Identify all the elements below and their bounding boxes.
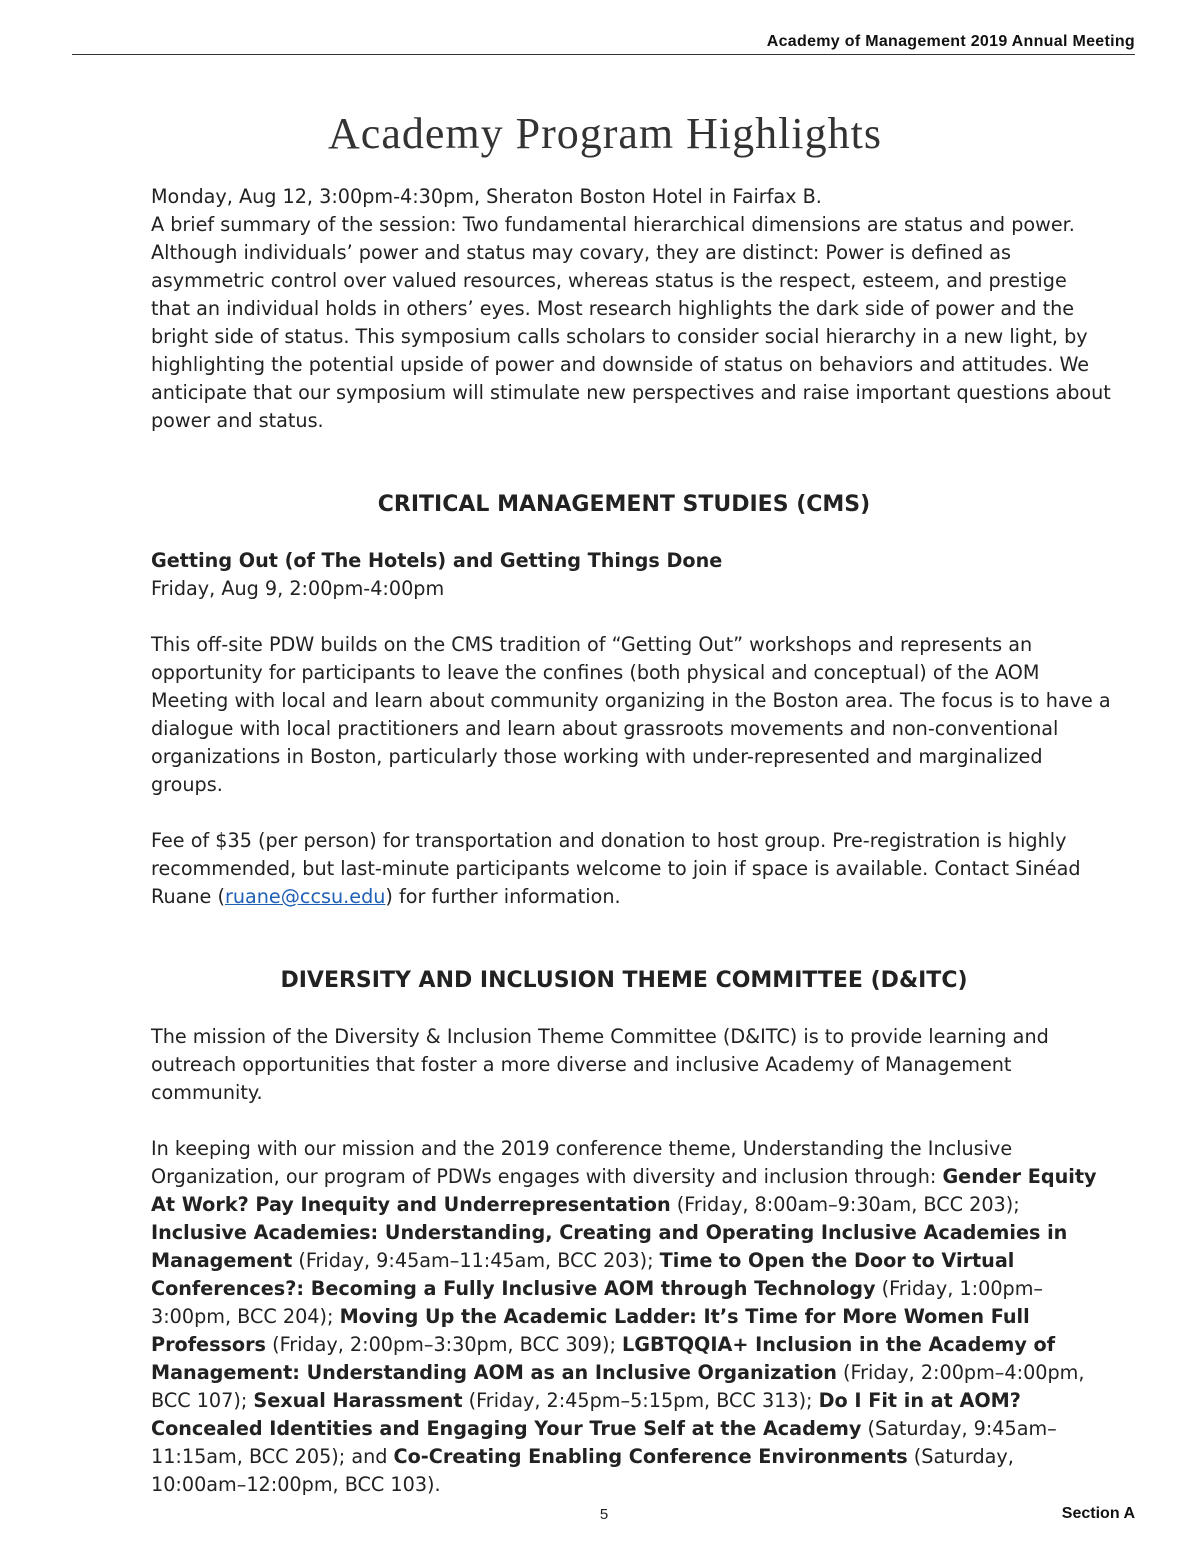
ditc-program-paragraph (151, 1135, 1111, 1499)
intro-when-where: Monday, Aug 12, 3:00pm-4:30pm, Sheraton Boston Hotel in Fairfax B. (151, 185, 822, 208)
pdw-title: Co-Creating Enabling Conference Environments (393, 1445, 908, 1468)
page-title: Academy Program Highlights (328, 109, 882, 158)
pdw-details: (Friday, 2:00pm–3:30pm, BCC 309); (265, 1333, 623, 1356)
intro-summary: A brief summary of the session: Two fundamental hierarchical dimensions are status and power. Although individuals’ power and status may covary, they are distinct: Power is defined as asymmetric control over valued resources, whereas status is the respect, esteem, and prestige that an individual holds in others’ eyes. Most research highlights the dark side of power and the bright side of status. This symposium calls scholars to consider social hierarchy in a new light, by highlighting the potential upside of power and downside of status on behaviors and attitudes. We anticipate that our symposium will stimulate new perspectives and raise important questions about power and status. (151, 213, 1111, 432)
pdw-details: (Friday, 1:00pm–3:00pm, BCC 204); (151, 1277, 1044, 1328)
cms-fee-paragraph (151, 827, 1111, 911)
running-header-title: Academy of Management 2019 Annual Meeting (766, 33, 1135, 50)
cms-heading: CRITICAL MANAGEMENT STUDIES (CMS) (377, 492, 871, 517)
pdw-title: LGBTQQIA+ Inclusion in the Academy of Management: Understanding AOM as an Inclusive Organization (151, 1333, 1056, 1384)
pdw-details: (Saturday, 9:45am–11:15am, BCC 205); and (151, 1417, 1057, 1468)
pdw-title: Moving Up the Academic Ladder: It’s Time for More Women Full Professors (151, 1305, 1030, 1356)
pdw-title: Do I Fit in at AOM? Concealed Identities and Engaging Your True Self at the Academy (151, 1389, 1021, 1440)
ditc-program-intro: In keeping with our mission and the 2019 conference theme, Understanding the Inclusive Organization, our program of PDWs engages with diversity and inclusion through: (151, 1137, 1013, 1188)
cms-fee-text: Fee of $35 (per person) for transportation and donation to host group. Pre-registration is highly recommended, but last-minute participants welcome to join if space is available. Contact Sinéad Ruane ( (151, 829, 1081, 908)
running-header (72, 30, 1135, 55)
pdw-details: (Friday, 2:00pm–4:00pm, BCC 107); (151, 1361, 1085, 1412)
pdw-details: (Friday, 2:45pm–5:15pm, BCC 313); (462, 1389, 819, 1412)
ditc-mission: The mission of the Diversity & Inclusion Theme Committee (D&ITC) is to provide learning and outreach opportunities that foster a more diverse and inclusive Academy of Management community. (151, 1025, 1049, 1104)
cms-fee-text-end: ) for further information. (385, 885, 621, 908)
pdw-details: (Saturday, 10:00am–12:00pm, BCC 103). (151, 1445, 1014, 1496)
cms-event-title: Getting Out (of The Hotels) and Getting Things Done (151, 549, 723, 572)
pdw-details: (Friday, 9:45am–11:45am, BCC 203); (292, 1249, 660, 1272)
ditc-heading: DIVERSITY AND INCLUSION THEME COMMITTEE (D&ITC) (280, 968, 968, 993)
pdw-title: Sexual Harassment (253, 1389, 463, 1412)
pdw-details: (Friday, 8:00am–9:30am, BCC 203); (670, 1193, 1020, 1216)
pdw-title: Inclusive Academies: Understanding, Creating and Operating Inclusive Academies in Management (151, 1221, 1068, 1272)
pdw-title: Gender Equity At Work? Pay Inequity and Underrepresentation (151, 1165, 1097, 1216)
cms-description: This off-site PDW builds on the CMS tradition of “Getting Out” workshops and represents an opportunity for participants to leave the confines (both physical and conceptual) of the AOM Meeting with local and learn about community organizing in the Boston area. The focus is to have a dialogue with local practitioners and learn about grassroots movements and non-conventional organizations in Boston, particularly those working with under-represented and marginalized groups. (151, 633, 1111, 796)
page-number: 5 (599, 1506, 609, 1523)
cms-event-time: Friday, Aug 9, 2:00pm-4:00pm (151, 577, 445, 600)
pdw-title: Time to Open the Door to Virtual Conferences?: Becoming a Fully Inclusive AOM through Technology (151, 1249, 1015, 1300)
section-label: Section A (1061, 1505, 1135, 1522)
main-content (151, 183, 1111, 1499)
contact-email-link[interactable]: ruane@ccsu.edu (224, 885, 386, 908)
